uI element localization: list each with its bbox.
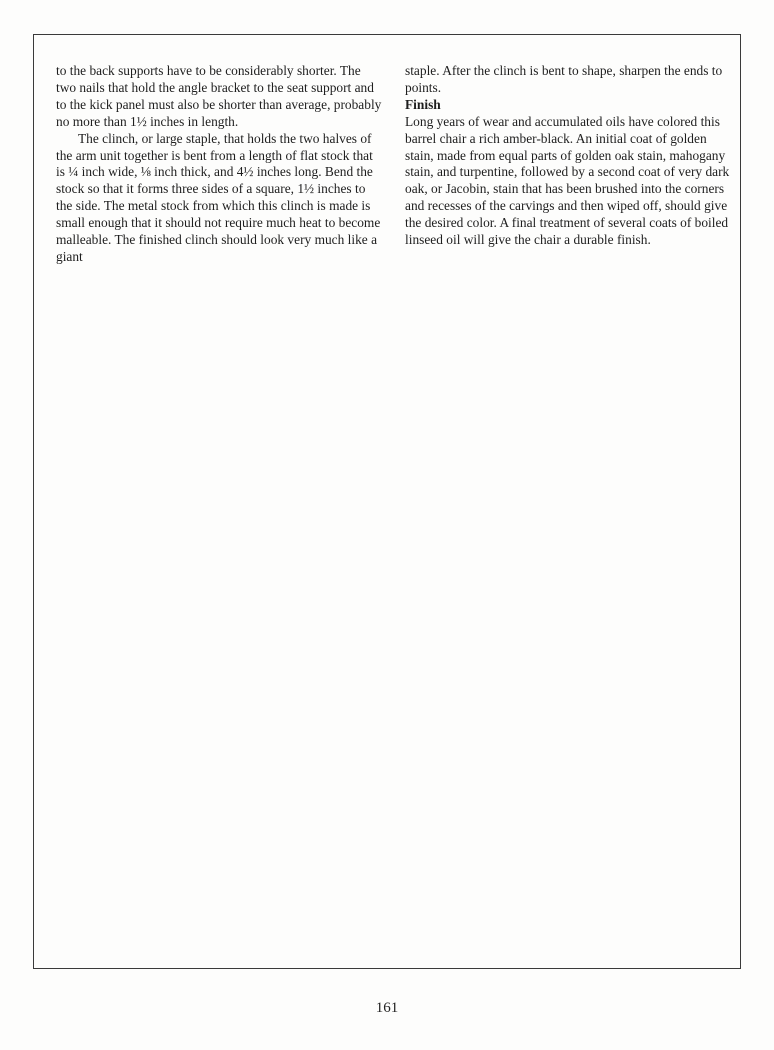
page-number: 161 [375, 1000, 399, 1016]
paragraph-finish: Long years of wear and accumulated oils have colored this barrel chair a rich amber-black. An initial coat of golden stain, made from equal parts of golden oak stain, mahogany stain, and turpentine, followed by a second coat of very dark oak, or Jacobin, stain that has been brushed into the corners and recesses of the carvings and then wiped off, should give the desired color. A final treatment of several coats of boiled linseed oil will give the chair a durable finish. [405, 113, 730, 248]
right-text-column [405, 63, 730, 249]
section-heading-finish: Finish [405, 96, 441, 112]
paragraph-back-supports: to the back supports have to be considerably shorter. The two nails that hold the angle bracket to the seat support and to the kick panel must also be shorter than average, probably no more than 1½ inches in length. [56, 63, 382, 129]
paragraph-staple-continued: staple. After the clinch is bent to shape, sharpen the ends to points. [405, 63, 723, 95]
left-text-column [56, 63, 382, 266]
paragraph-clinch: The clinch, or large staple, that holds the two halves of the arm unit together is bent from a length of flat stock that is ¼ inch wide, ⅛ inch thick, and 4½ inches long. Bend the stock so that it forms three sides of a square, 1½ inches to the side. The metal stock from which this clinch is made is small enough that it should not require much heat to become malleable. The finished clinch should look very much like a giant [56, 130, 381, 264]
